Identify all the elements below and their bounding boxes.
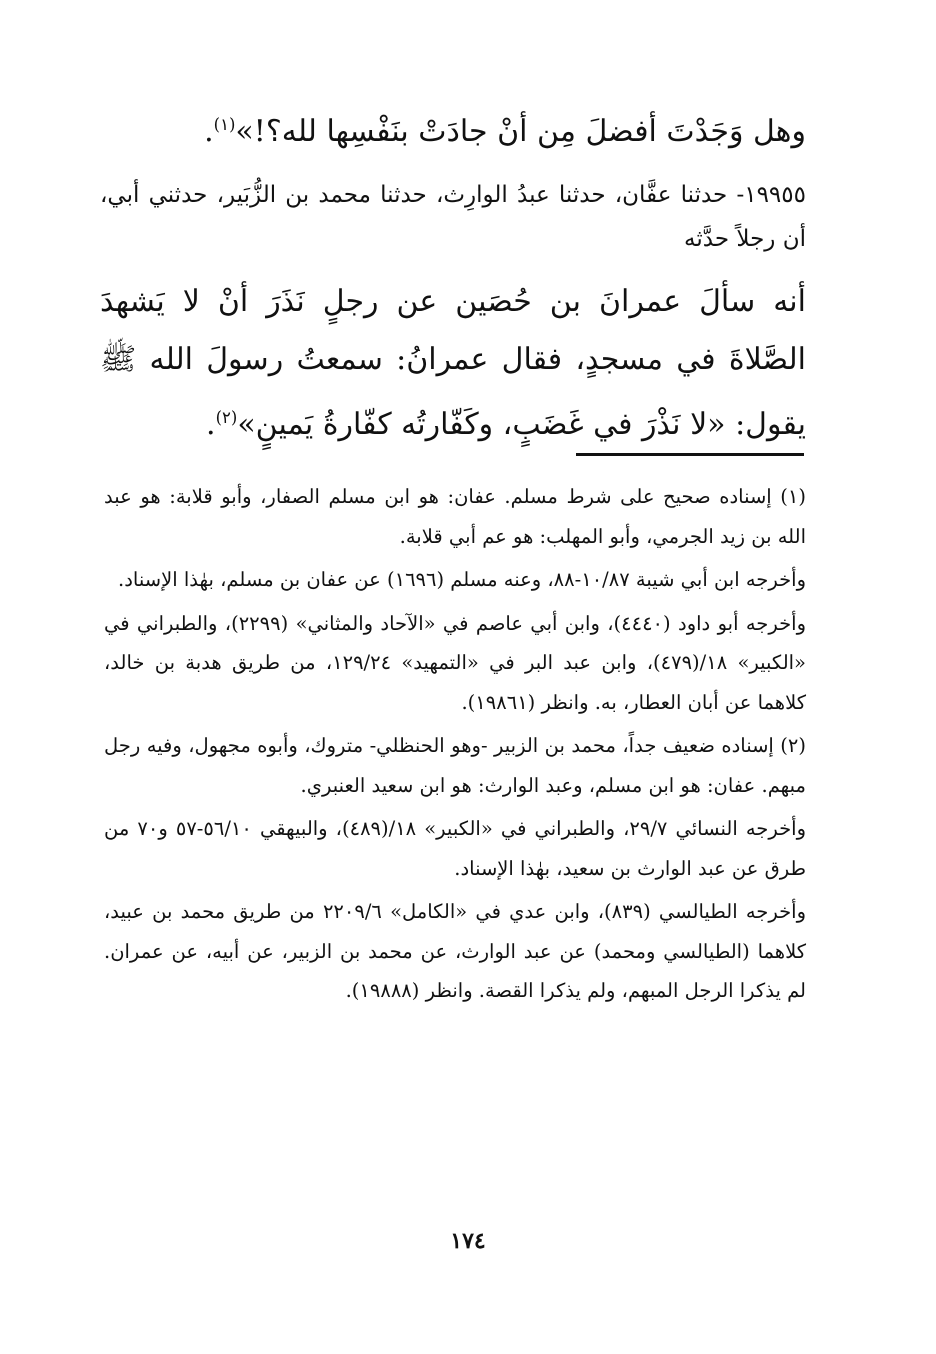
footnote-paragraph: وأخرجه أبو داود (٤٤٤٠)، وابن أبي عاصم في «الآحاد والمثاني» (٢٢٩٩)، والطبراني في «الكبير» ١٨/(٤٧٩)، وابن عبد البر في «التمهيد» ١٢٩/٢٤، من طريق هدبة بن خالد، كلاهما عن أبان العطار، به. وانظر (١٩٨٦١). xyxy=(104,611,806,714)
hadith-closing-line: وهل وَجَدْتَ أفضلَ مِن أنْ جادَتْ بنَفْسِها لله؟!»$^{(١)}$. xyxy=(204,114,806,149)
footnote-paragraph: (٢) إسناده ضعيف جداً، محمد بن الزبير -وهو الحنظلي- متروك، وأبوه مجهول، وفيه رجل مبهم. عفان: هو ابن مسلم، وعبد الوارث: هو ابن سعيد العنبري. xyxy=(104,734,806,797)
hadith-body-text: أنه سألَ عمرانَ بن حُصَين عن رجلٍ نَذَرَ أنْ لا يَشهدَ الصَّلاةَ في مسجدٍ، فقال عمرانُ: سمعتُ رسولَ الله ﷺ يقول: «لا نَذْرَ في غَضَبٍ، وكَفّارتُه كفّارةُ يَمينٍ» xyxy=(100,284,806,442)
main-text xyxy=(100,96,806,454)
footnote-ref-2: (٢) xyxy=(215,408,238,427)
footnote-paragraph: (١) إسناده صحيح على شرط مسلم. عفان: هو ابن مسلم الصفار، وأبو قلابة: هو عبد الله بن زيد الجرمي، وأبو المهلب: هو عم أبي قلابة. xyxy=(104,485,806,548)
footnote-paragraph: وأخرجه ابن أبي شيبة ١٠/٨٧-٨٨، وعنه مسلم (١٦٩٦) عن عفان بن مسلم، بهٰذا الإسناد. xyxy=(118,568,806,591)
hadith-chain xyxy=(100,173,806,261)
footnotes xyxy=(104,477,806,1015)
closing-line-text: وهل وَجَدْتَ أفضلَ مِن أنْ جادَتْ بنَفْسِها لله؟!» xyxy=(235,114,806,149)
hadith-body: أنه سألَ عمرانَ بن حُصَين عن رجلٍ نَذَرَ أنْ لا يَشهدَ الصَّلاةَ في مسجدٍ، فقال عمرانُ: سمعتُ رسولَ الله ﷺ يقول: «لا نَذْرَ في غَضَبٍ، وكَفّارتُه كفّارةُ يَمينٍ»$^{(٢)}$. xyxy=(100,284,806,442)
footnote-separator xyxy=(576,453,804,456)
hadith-chain-text: ١٩٩٥٥- حدثنا عفَّان، حدثنا عبدُ الوارِث، حدثنا محمد بن الزُّبَير، حدثني أبي، أن رجلاً حدَّثه xyxy=(100,182,806,252)
footnote-ref-1: (١) xyxy=(213,115,236,134)
page-number: ١٧٤ xyxy=(450,1228,486,1254)
footnote-paragraph: وأخرجه الطيالسي (٨٣٩)، وابن عدي في «الكامل» ٢٢٠٩/٦ من طريق محمد بن عبيد، كلاهما (الطيالسي ومحمد) عن عبد الوارث، عن محمد بن الزبير، عن أبيه، عن عمران. لم يذكرا الرجل المبهم، ولم يذكرا القصة. وانظر (١٩٨٨٨). xyxy=(104,900,806,1002)
footnote-paragraph: وأخرجه النسائي ٢٩/٧، والطبراني في «الكبير» ١٨/(٤٨٩)، والبيهقي ٥٦/١٠-٥٧ و٧٠ من طرق عن عبد الوارث بن سعيد، بهٰذا الإسناد. xyxy=(104,817,806,880)
